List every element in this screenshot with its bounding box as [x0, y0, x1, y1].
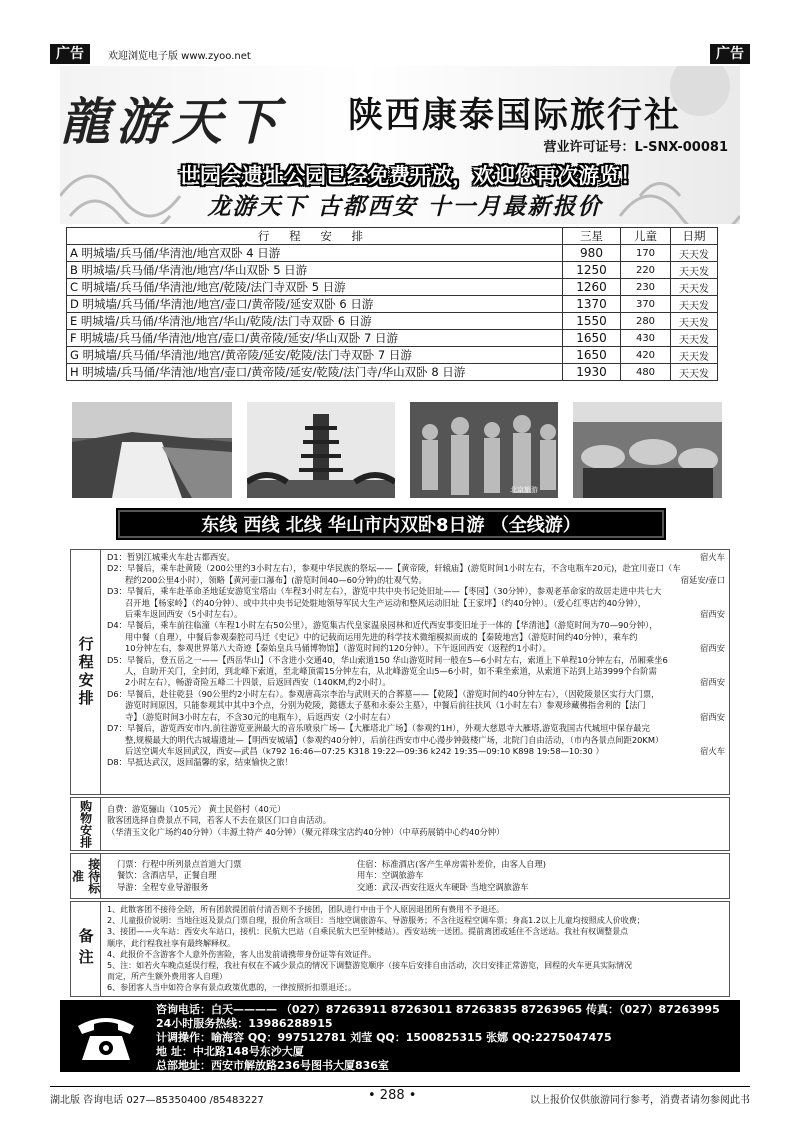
departure-date: 天天发: [671, 330, 718, 347]
photo-waterfall: [72, 402, 232, 498]
license-number: 营业许可证号：L-SNX-00081: [543, 140, 728, 155]
lodging-note: 宿西安: [700, 677, 725, 688]
note-line: 6、参团客人当中如符合享有景点政策优惠的，一律按照折扣票退还；。: [107, 983, 357, 993]
page-number: • 288 •: [368, 1088, 417, 1103]
col-three-star: 三星: [563, 228, 621, 245]
company-name: 陕西康泰国际旅行社: [348, 96, 682, 136]
shopping-section: [70, 797, 730, 851]
reception-guide: 导游：全程专业导游服务: [117, 881, 209, 892]
contact-footer: [60, 1000, 740, 1072]
route-cell: D 明城墙/兵马俑/华清池/地宫/壶口/黄帝陵/延安双卧 6 日游: [67, 296, 563, 313]
shopping-line: （华清玉文化广场约40分钟）（丰源土特产 40分钟）（聚元祥珠宝店约40分钟）（中草药展销中心约40分钟）: [107, 826, 505, 837]
consult-phone: 咨询电话：白天———— （027）87263911 87263011 87263835 87263965 传真：（027）87263995: [156, 1003, 720, 1016]
price-child: 420: [621, 347, 671, 364]
itinerary-text: 用中餐（自理），中餐后参观秦腔司马迁《史记》中的记载而运用先进的科学技术微缩模拟而成的【秦陵地宫】（游览时间约40分钟），乘车约: [125, 631, 638, 642]
price-three-star: 1370: [563, 296, 621, 313]
itinerary-text: 人，自助开关门，全封闭，到北峰下索道，至北峰顶需15分钟左右，从北峰游览全山5—6小时，如不乘坐索道，从索道下站到上站3999个台阶需: [125, 666, 657, 677]
itinerary-text: D6：早餐后，赴往乾县（90公里约2小时左右）。参观唐高宗李治与武则天的合葬墓——【乾陵】（游览时间约40分钟左右），（因乾陵景区实行大门票，: [107, 688, 660, 699]
note-line: 2、儿童报价说明：当地往返及景点门票自理，报价所含项目：当地空调旅游车、导游服务；不含往返程空调车票；身高1.2以上儿童均按照成人价收费；: [107, 916, 645, 926]
lodging-note: 宿西安: [700, 711, 725, 722]
shopping-label: [71, 798, 101, 850]
lodging-note: 宿西安: [700, 609, 725, 620]
note-line: 3、接团——火车站：西安火车站口，接机：民航大巴站（自乘民航大巴至钟楼站）。西安站统一送团。提前离团或延住不含送站。我社有权调整景点: [107, 927, 629, 937]
itinerary-text: D8：早抵达武汉，返回温馨的家，结束愉快之旅！: [107, 757, 293, 768]
lodging-note: 宿火车: [700, 552, 725, 562]
reception-transport: 交通：武汉-西安往返火车硬卧 当地空调旅游车: [357, 881, 529, 892]
itinerary-line: [107, 632, 725, 643]
ad-tag-left: 广告: [50, 44, 90, 64]
departure-date: 天天发: [671, 245, 718, 262]
itinerary-text: 后乘车返回西安（5小时左右）。: [125, 609, 243, 620]
itinerary-line: [107, 700, 725, 711]
itinerary-line: [107, 666, 725, 677]
col-date: 日期: [671, 228, 718, 245]
hq-address: 总部地址：西安市解放路236号图书大厦836室: [156, 1059, 389, 1072]
departure-date: 天天发: [671, 262, 718, 279]
price-three-star: 1250: [563, 262, 621, 279]
itinerary-line: [107, 598, 725, 609]
itinerary-line: [107, 620, 725, 631]
itinerary-line: [107, 712, 725, 723]
price-row: [67, 313, 718, 330]
route-cell: C 明城墙/兵马俑/华清池/地宫/乾陵/法门寺双卧 5 日游: [67, 279, 563, 296]
col-child: 儿童: [621, 228, 671, 245]
notes-body: [107, 904, 725, 994]
edition-contact: 湖北版 咨询电话 027—85350400 /85483227: [50, 1095, 264, 1106]
price-row: [67, 262, 718, 279]
price-three-star: 1260: [563, 279, 621, 296]
itinerary-text: D2：早餐后，乘车赴黄陵（200公里约3小时左右），参观中华民族的祭坛——【黄帝陵，轩辕庙】(游览时间1小时左右，不含电瓶车20元)，赴宜川壶口（车: [107, 563, 681, 574]
itinerary-text: D4：早餐后，乘车前往临潼（车程1小时左右50公里），游览集古代皇家温泉园林和近代西安事变旧址于一体的【华清池】（游览时间为70—90分钟），: [107, 620, 658, 631]
itinerary-line: [107, 757, 725, 768]
itinerary-label-text: 行程安排: [76, 636, 95, 708]
ad-tag-right: 广告: [710, 44, 750, 64]
itinerary-line: [107, 723, 725, 734]
itinerary-text: 10分钟左右，参观世界第八大奇迹【秦始皇兵马俑博物馆】（游览时间约120分钟）。下午返回西安（返程约1小时）。: [125, 643, 551, 654]
disclaimer: 以上报价仅供旅游同行参考，消费者请勿参阅此书: [530, 1095, 750, 1106]
itinerary-text: D5：早餐后，登五岳之一——【西岳华山】（不含进小交通40，华山索道150 华山游览时间一般在5—6小时左右，索道上下单程10分钟左右，吊厢乘坐6: [107, 654, 668, 665]
itinerary-text: 召开地【杨家岭】（约40分钟）、或中共中央书记处駐地领导军民大生产运动和整风运动旧址【王家坪】（约40分钟）。（爱心红枣店约40分钟），: [125, 597, 647, 608]
price-child: 480: [621, 364, 671, 381]
itinerary-label: [71, 550, 101, 794]
itinerary-text: 寺】（游览时间3小时左右，不含30元的电瓶车），后返西安（2小时左右）: [125, 711, 396, 722]
note-line: 顺序，此行程我社享有最终解释权。: [107, 938, 235, 948]
price-child: 230: [621, 279, 671, 296]
departure-date: 天天发: [671, 347, 718, 364]
hotline: 24小时服务热线：13986288915: [156, 1017, 333, 1030]
price-three-star: 1550: [563, 313, 621, 330]
price-row: [67, 296, 718, 313]
price-row: [67, 330, 718, 347]
price-row: [67, 279, 718, 296]
ad-top-bar: [50, 44, 750, 64]
address: 地 址：中北路148号东沙大厦: [156, 1045, 304, 1058]
itinerary-text: 2小时左右），畅游奇险五峰二十四景，后返回西安（140KM,约2小时）。: [125, 677, 391, 688]
telephone-icon: [74, 1008, 138, 1064]
itinerary-line: [107, 609, 725, 620]
reception-vehicle: 用车：空调旅游车: [357, 870, 424, 881]
notes-label-text: 备注: [76, 928, 95, 970]
operators: 计调操作：喻海容 QQ：997512781 刘莹 QQ：1500825315 张娜 QQ:2275047475: [156, 1031, 612, 1044]
itinerary-text: D1：暂别江城乘火车赴古都西安。: [107, 552, 235, 562]
itinerary-text: D3：早餐后，乘车赴革命圣地延安游览宝塔山（车程3小时左右），游览中共中央书记处旧址——【枣园】（30分钟），参观老革命家的故居走进中共七大: [107, 586, 662, 597]
itinerary-line: [107, 677, 725, 688]
price-child: 370: [621, 296, 671, 313]
itinerary-line: [107, 643, 725, 654]
itinerary-text: 游览时间原因，只能参观其中其中3个点，分别为乾陵，懿德太子墓和永泰公主墓），中餐后前往扶风（1小时左右）参观珍藏佛指舍利的【法门: [125, 700, 646, 711]
departure-date: 天天发: [671, 279, 718, 296]
price-child: 220: [621, 262, 671, 279]
price-subtitle: 龙游天下 古都西安 十一月最新报价: [207, 193, 603, 220]
route-cell: H 明城墙/兵马俑/华清池/地宫/壶口/黄帝陵/延安/乾陵/法门寺/华山双卧 8 日游: [67, 364, 563, 381]
photo-terracotta-army: [410, 402, 558, 498]
reception-section: [70, 853, 730, 899]
col-route: 行 程 安 排: [67, 228, 563, 245]
reception-hotel: 住宿：标准酒店(客产生单房需补差价，由客人自理): [357, 859, 547, 869]
promo-headline: 世园会遗址公园已经免费开放，欢迎您再次游览！: [179, 164, 641, 188]
itinerary-text: D7：早餐后，游览西安市内,前往游览亚洲最大的音乐喷泉广场—【大雁塔北广场】（参观约1H），外观大慈恩寺大雁塔,游览我国古代城垣中保存最完: [107, 723, 650, 734]
price-three-star: 1650: [563, 347, 621, 364]
itinerary-section: [70, 549, 730, 795]
route-cell: G 明城墙/兵马俑/华清池/地宫/黄帝陵/延安/乾陵/法门寺双卧 7 日游: [67, 347, 563, 364]
itinerary-line: [107, 586, 725, 597]
photo-strip: [72, 402, 722, 498]
itinerary-body: [107, 552, 725, 769]
itinerary-line: [107, 575, 725, 586]
note-line: 4、此报价不含游客个人意外伤害险，客人出发前请携带身份证等有效证件。: [107, 949, 377, 959]
reception-meals: 餐饮：含酒店早，正餐自理: [117, 870, 217, 881]
itinerary-line: [107, 689, 725, 700]
shopping-label-text: 购物安排: [78, 800, 93, 848]
price-child: 430: [621, 330, 671, 347]
photo-caption: 北京旅游: [510, 487, 538, 494]
price-table: [66, 227, 718, 381]
price-child: 280: [621, 313, 671, 330]
photo-pagoda: [247, 402, 395, 498]
itinerary-line: [107, 655, 725, 666]
itinerary-text: 程约200公里4小时），领略【黄河壶口瀑布】(游览时间40—60分钟)的壮观气势。: [125, 574, 427, 585]
lodging-note: 宿火车: [700, 745, 725, 756]
header-banner: [60, 66, 740, 224]
itinerary-line: [107, 746, 725, 757]
price-three-star: 1650: [563, 330, 621, 347]
lodging-note: 宿西安: [700, 643, 725, 654]
price-row: [67, 347, 718, 364]
notes-section: [70, 901, 730, 997]
itinerary-line: [107, 735, 725, 746]
itinerary-text: 后送空调火车返回武汉，西安—武昌（k792 16:46—07:25 K318 19:22—09:36 k242 19:35—09:10 K898 19:58—10:30 ）: [125, 745, 604, 756]
price-child: 170: [621, 245, 671, 262]
departure-date: 天天发: [671, 313, 718, 330]
photo-terracotta-horses: [573, 402, 722, 498]
itinerary-line: [107, 552, 725, 563]
lodging-note: 宿延安/壶口: [680, 574, 725, 585]
site-link[interactable]: 欢迎浏览电子版 www.zyoo.net: [108, 51, 251, 62]
shopping-line: 散客团选择自费景点不同，若客人不去在景区门口自由活动。: [107, 815, 332, 826]
route-cell: E 明城墙/兵马俑/华清池/地宫/华山/乾陵/法门寺双卧 6 日游: [67, 313, 563, 330]
route-cell: B 明城墙/兵马俑/华清池/地宫/华山双卧 5 日游: [67, 262, 563, 279]
reception-label-text: 接待标准: [70, 858, 101, 894]
itinerary-text: 整,规模最大的明代古城墙遗址—【明西安城墙】（参观约40分钟），后前往西安市中心漫步钟鼓楼广场，北院门自由活动，（市内各景点间距20KM）: [125, 734, 664, 745]
price-row: [67, 245, 718, 262]
route-cell: F 明城墙/兵马俑/华清池/地宫/壶口/黄帝陵/延安/华山双卧 7 日游: [67, 330, 563, 347]
contact-info: [156, 1003, 736, 1073]
notes-label: [71, 902, 101, 996]
reception-label: [71, 854, 101, 898]
reception-tickets: 门票：行程中所列景点首道大门票: [117, 859, 242, 869]
note-line: 而定，所产生额外费用客人自理）: [107, 972, 227, 982]
departure-date: 天天发: [671, 296, 718, 313]
route-cell: A 明城墙/兵马俑/华清池/地宫双卧 4 日游: [67, 245, 563, 262]
calligraphy-logo: 龍游天下: [60, 92, 284, 151]
note-line: 1、此散客团不接待全陪，所有团款提团前付清否则不予接团，团队进行中由于个人原因退团所有费用不予退还。: [107, 905, 505, 914]
note-line: 5、注：如若火车晚点延误行程，我社有权在不减少景点的情况下调整游览顺序（接车后安排自由活动，次日安排正常游览，回程的火车更具实际情况: [107, 961, 633, 971]
shopping-line: 自费：游览骊山（105元） 黄土民俗村（40元）: [107, 804, 286, 814]
departure-date: 天天发: [671, 364, 718, 381]
price-table-header: [67, 228, 718, 245]
shopping-body: [107, 804, 725, 838]
page-footer: [50, 1086, 750, 1106]
itinerary-line: [107, 563, 725, 574]
price-row: [67, 364, 718, 381]
route-banner: 东线 西线 北线 华山市内双卧8日游 （全线游）: [118, 510, 664, 538]
price-three-star: 980: [563, 245, 621, 262]
price-three-star: 1930: [563, 364, 621, 381]
